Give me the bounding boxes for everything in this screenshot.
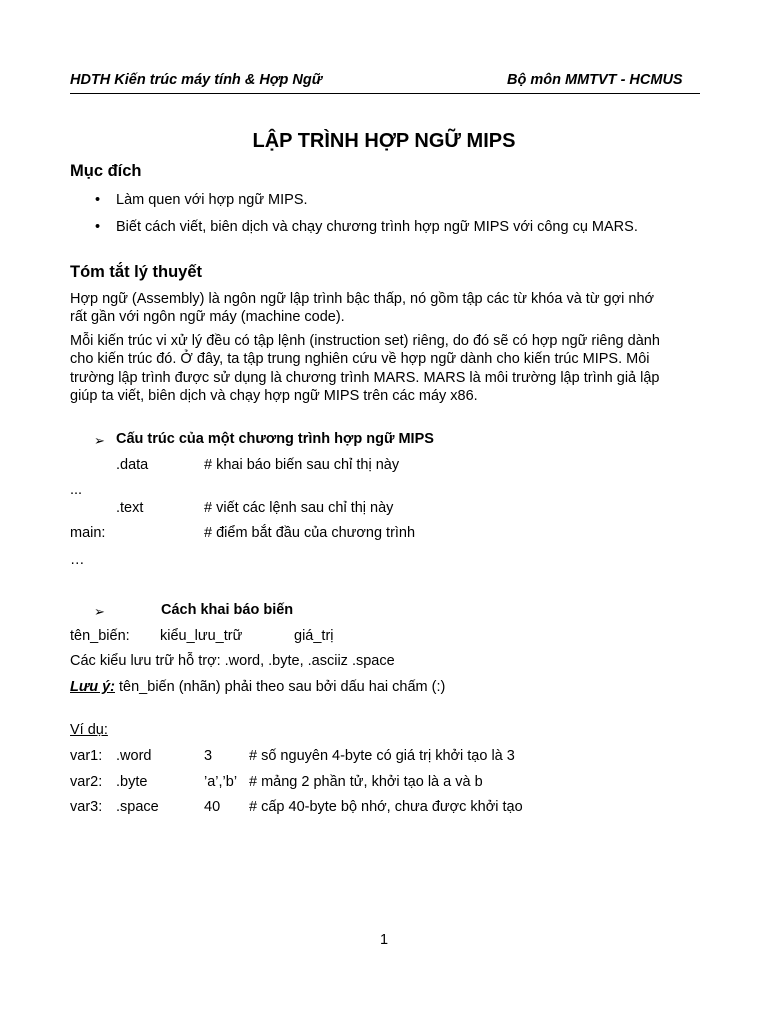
bullet-icon: • (95, 192, 101, 208)
syntax-name: tên_biến: (70, 628, 130, 644)
theory-p2-line2: cho kiến trúc đó. Ở đây, ta tập trung nghiên cứu về hợp ngữ dành cho kiến trúc MIPS. Môi (70, 351, 650, 367)
theory-p1-line2: rất gần với ngôn ngữ máy (machine code). (70, 309, 345, 325)
note-text: tên_biến (nhãn) phải theo sau bởi dấu hai chấm (:) (115, 679, 446, 695)
example-name: var3: (70, 799, 103, 815)
purpose-bullet-2 (95, 219, 638, 235)
theory-p2-line4: giúp ta viết, biên dịch và chạy hợp ngữ MIPS trên các máy x86. (70, 388, 478, 404)
purpose-bullet-1 (95, 192, 308, 208)
note-line (70, 679, 445, 695)
header-left: HDTH Kiến trúc máy tính & Hợp Ngữ (70, 72, 323, 88)
text-comment: # viết các lệnh sau chỉ thị này (204, 500, 394, 516)
main-label: main: (70, 525, 106, 541)
data-directive: .data (116, 457, 149, 473)
theory-p2-line3: trường lập trình được sử dụng là chương trình MARS. MARS là môi trường lập trình giả lập (70, 370, 660, 386)
syntax-value: giá_trị (294, 628, 334, 644)
page-title: LẬP TRÌNH HỢP NGỮ MIPS (252, 130, 516, 152)
example-name: var2: (70, 774, 103, 790)
header-right: Bộ môn MMTVT - HCMUS (507, 72, 683, 88)
note-label: Lưu ý: (70, 679, 115, 695)
theory-p1-line1: Hợp ngữ (Assembly) là ngôn ngữ lập trình bậc thấp, nó gồm tập các từ khóa và từ gợi nhớ (70, 291, 655, 307)
example-type: .byte (116, 774, 148, 790)
text-directive: .text (116, 500, 144, 516)
main-comment: # điểm bắt đầu của chương trình (204, 525, 416, 541)
example-value: 3 (204, 748, 213, 764)
arrowhead-icon: ➢ (94, 604, 105, 619)
purpose-bullet-text: Biết cách viết, biên dịch và chạy chương trình hợp ngữ MIPS với công cụ MARS. (116, 219, 638, 235)
purpose-bullet-text: Làm quen với hợp ngữ MIPS. (116, 192, 308, 208)
example-comment: # số nguyên 4-byte có giá trị khởi tạo là 3 (249, 748, 515, 764)
page-number: 1 (379, 932, 389, 948)
ellipsis-1: ... (70, 482, 83, 498)
example-label: Ví dụ: (70, 722, 108, 738)
theory-heading: Tóm tắt lý thuyết (70, 263, 203, 281)
structure-heading: Cấu trúc của một chương trình hợp ngữ MIPS (116, 431, 434, 447)
example-name: var1: (70, 748, 103, 764)
example-type: .word (116, 748, 152, 764)
example-comment: # mảng 2 phần tử, khởi tạo là a và b (249, 774, 483, 790)
data-comment: # khai báo biến sau chỉ thị này (204, 457, 400, 473)
header-divider (70, 93, 700, 94)
example-comment: # cấp 40-byte bộ nhớ, chưa được khởi tạo (249, 799, 523, 815)
types-line: Các kiểu lưu trữ hỗ trợ: .word, .byte, .asciiz .space (70, 653, 395, 669)
ellipsis-2: … (70, 552, 85, 568)
purpose-heading: Mục đích (70, 162, 142, 180)
example-value: ’a’,’b’ (204, 774, 238, 790)
bullet-icon: • (95, 219, 101, 235)
example-value: 40 (204, 799, 221, 815)
vars-heading: Cách khai báo biến (161, 602, 294, 618)
example-type: .space (116, 799, 159, 815)
theory-p2-line1: Mỗi kiến trúc vi xử lý đều có tập lệnh (instruction set) riêng, do đó sẽ có hợp ngữ riêng dành (70, 333, 660, 349)
arrowhead-icon: ➢ (94, 433, 105, 448)
syntax-type: kiểu_lưu_trữ (160, 628, 243, 644)
